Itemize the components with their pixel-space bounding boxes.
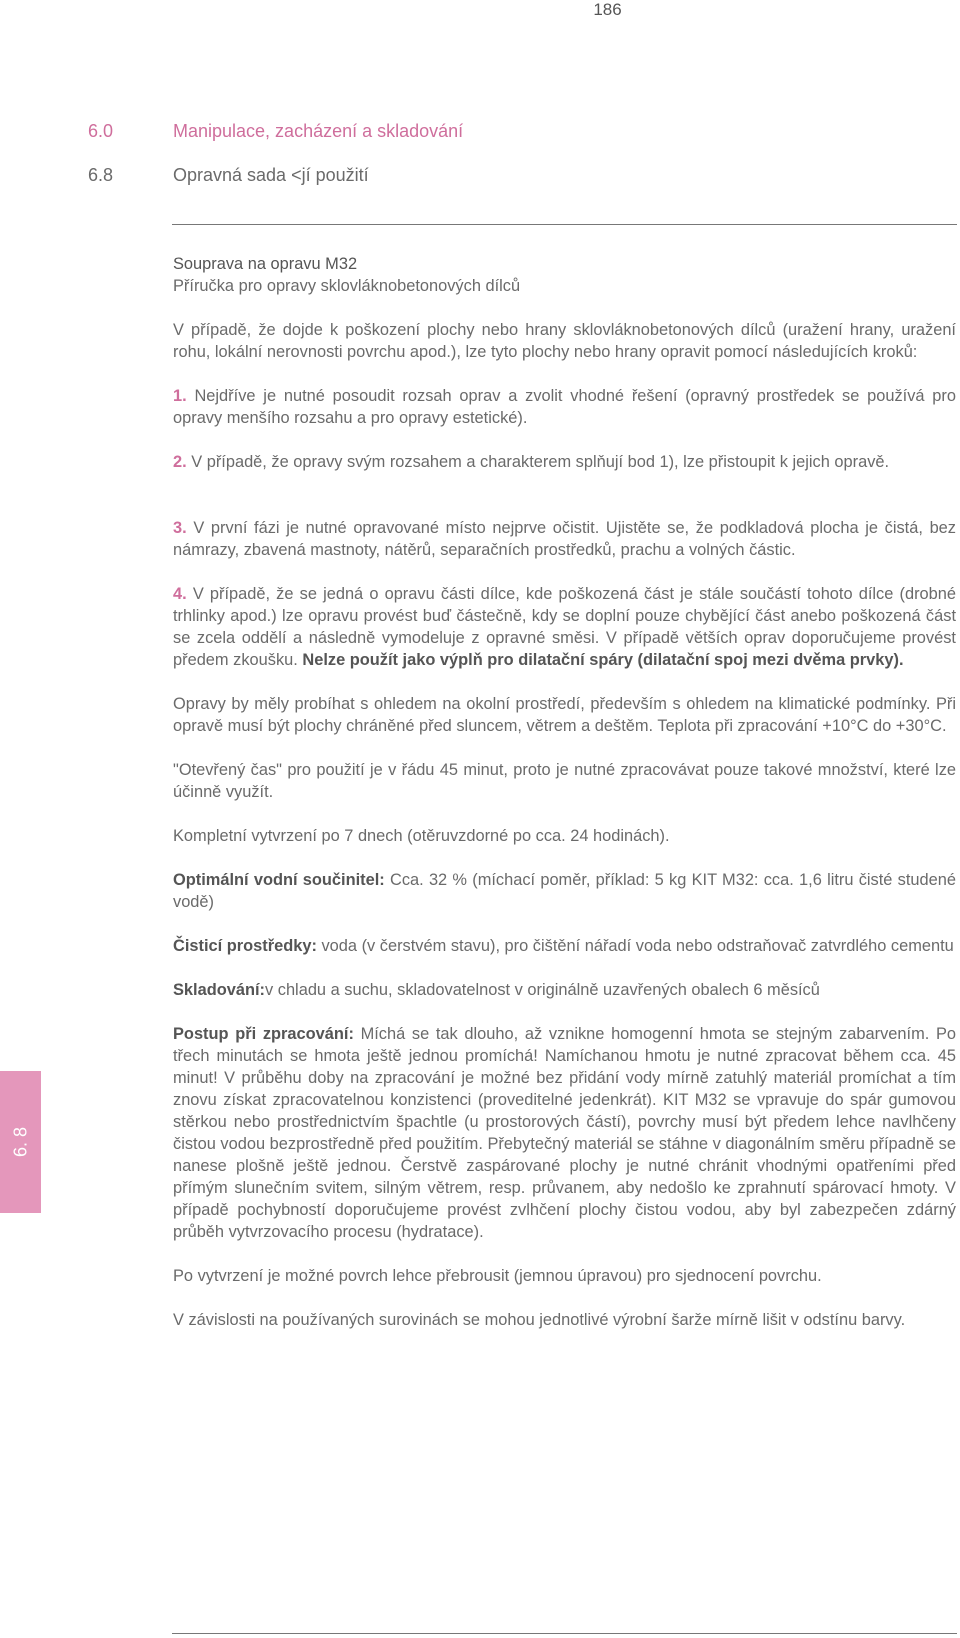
chapter-title: Manipulace, zacházení a skladování	[173, 121, 464, 141]
procedure-paragraph	[173, 1023, 956, 1243]
step-3	[173, 517, 956, 561]
water-ratio-text: Cca. 32 % (míchací poměr, příklad: 5 kg KIT M32: cca. 1,6 litru čisté studené vodě)	[173, 871, 956, 911]
step-2-number: 2.	[173, 453, 187, 471]
step-4-warning: Nelze použít jako výplň pro dilatační spáry (dilatační spoj mezi dvěma prvky).	[302, 651, 904, 669]
step-3-text: V první fázi je nutné opravované místo nejprve očistit. Ujistěte se, že podkladová plocha je čistá, bez námrazy, zbavená mastnoty, nátěrů, separačních prostředků, prachu a volných částic.	[173, 519, 956, 559]
step-4	[173, 583, 956, 671]
document-subheading: Příručka pro opravy sklovláknobetonových dílců	[173, 277, 521, 295]
curing-paragraph: Kompletní vytvrzení po 7 dnech (otěruvzdorné po cca. 24 hodinách).	[173, 827, 670, 845]
section-side-tab	[0, 1071, 41, 1213]
color-variation-paragraph: V závislosti na používaných surovinách se mohou jednotlivé výrobní šarže mírně lišit v odstínu barvy.	[173, 1311, 906, 1329]
section-side-tab-label: 6. 8	[10, 1126, 30, 1158]
step-1	[173, 385, 956, 429]
step-3-number: 3.	[173, 519, 187, 537]
open-time-paragraph: "Otevřený čas" pro použití je v řádu 45 minut, proto je nutné zpracovávat pouze takové množství, které lze účinně využít.	[173, 761, 956, 801]
bottom-divider	[172, 1633, 957, 1634]
step-4-number: 4.	[173, 585, 187, 603]
section-title: Opravná sada <jí použití	[173, 165, 369, 185]
storage-label: Skladování:	[173, 981, 265, 999]
water-ratio-label: Optimální vodní součinitel:	[173, 871, 385, 889]
step-4-text: V případě, že se jedná o opravu části dílce, kde poškozená část je stále součástí tohoto dílce (drobné trhlinky apod.) lze opravu provést buď částečně, kdy se doplní pouze chybějící část anebo poškozená část se zcela oddělí a následně vymodeluje z opravné směsi. V případě větších oprav doporučujeme provést předem zkoušku.	[173, 585, 956, 669]
section-number: 6.8	[88, 165, 114, 185]
intro-paragraph: V případě, že dojde k poškození plochy nebo hrany sklovláknobetonových dílců (uražení hrany, uražení rohu, lokální nerovnosti povrchu apod.), lze tyto plochy nebo hrany opravit pomocí následujících kroků:	[173, 321, 956, 361]
step-1-number: 1.	[173, 387, 187, 405]
step-2-text: V případě, že opravy svým rozsahem a charakterem splňují bod 1), lze přistoupit k jejich opravě.	[186, 453, 890, 471]
top-divider	[172, 224, 957, 225]
document-body	[173, 253, 956, 1331]
cleaning-label: Čisticí prostředky:	[173, 937, 317, 955]
cleaning-text: voda (v čerstvém stavu), pro čištění nářadí voda nebo odstraňovač zatvrdlého cementu	[316, 937, 954, 955]
step-2	[173, 451, 956, 473]
chapter-number: 6.0	[88, 121, 114, 141]
water-ratio-paragraph	[173, 869, 956, 913]
cleaning-paragraph	[173, 935, 956, 957]
document-heading: Souprava na opravu M32	[173, 255, 358, 273]
storage-text: v chladu a suchu, skladovatelnost v originálně uzavřených obalech 6 měsíců	[265, 981, 820, 999]
procedure-label: Postup při zpracování:	[173, 1025, 354, 1043]
procedure-text: Míchá se tak dlouho, až vznikne homogenní hmota se stejným zabarvením. Po třech minutách se hmota ještě jednou promíchá! Namíchanou hmotu je nutné zpracovat během cca. 45 minut! V průběhu doby na zpracování je možné bez přidání vody mírně zatuhlý materiál promíchat a tím znovu získat zpracovatelnou konzistenci (proveditelné jedenkrát). KIT M32 se vpravuje do spár gumovou stěrkou nebo prostřednictvím špachtle (u prostorových částí), povrchy musí být předem lehce navlhčeny čistou vodou bezprostředně před použitím. Přebytečný materiál se stáhne v diagonálním směru případně se nanese plošně ještě jednou. Čerstvě zaspárované plochy je nutné chránit vhodnými opatřeními před přímým slunečním svitem, silným větrem, resp. průvanem, aby nedošlo ke zprahnutí spárovací hmoty. V případě pochybností doporučujeme provést zvlhčení plochy čistou vodou, aby byl zabezpečen zdárný průběh vytvrzovacího procesu (hydratace).	[173, 1025, 956, 1241]
sanding-paragraph: Po vytvrzení je možné povrch lehce přebrousit (jemnou úpravou) pro sjednocení povrchu.	[173, 1267, 822, 1285]
conditions-paragraph: Opravy by měly probíhat s ohledem na okolní prostředí, především s ohledem na klimatické podmínky. Při opravě musí být plochy chráněné před sluncem, větrem a deštěm. Teplota při zpracování +10°C do +30°C.	[173, 695, 956, 735]
step-1-text: Nejdříve je nutné posoudit rozsah oprav a zvolit vhodné řešení (opravný prostředek se používá pro opravy menšího rozsahu a pro opravy estetické).	[173, 387, 956, 427]
storage-paragraph	[173, 979, 956, 1001]
page-number: 186	[593, 0, 622, 19]
